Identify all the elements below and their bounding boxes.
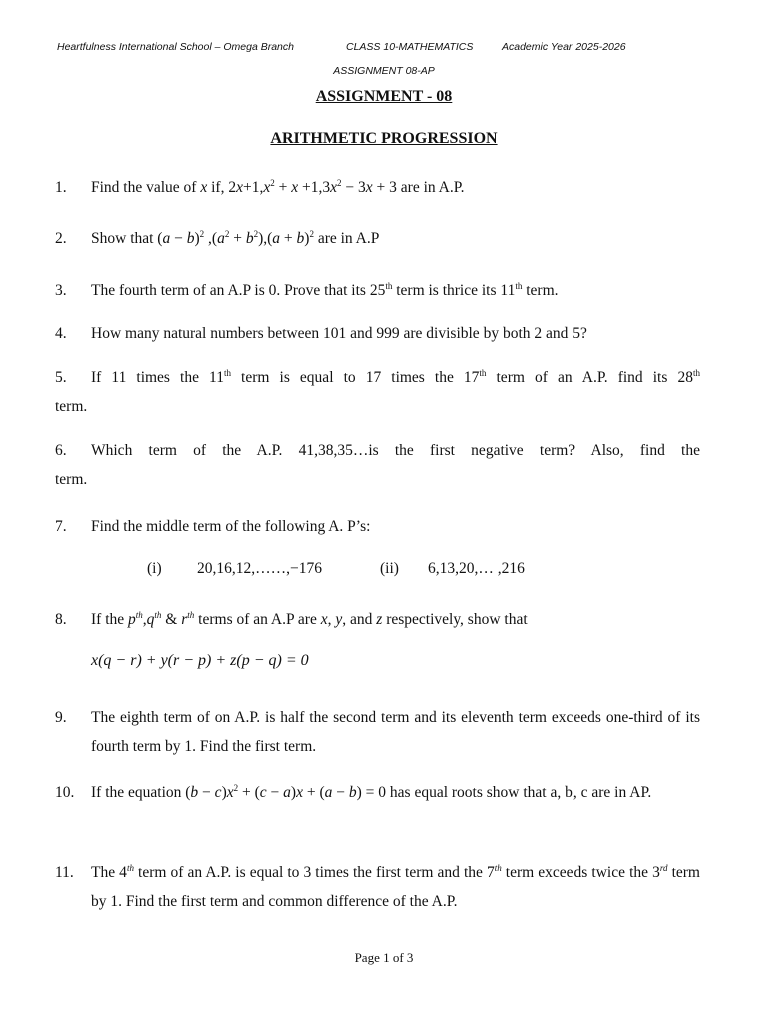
question-text: Find the middle term of the following A. P’s:	[91, 518, 371, 535]
question-1	[55, 173, 700, 202]
school-name: Heartfulness International School – Omega Branch	[57, 41, 294, 53]
question-text: If the $p^{th},q^{th}$ & $r^{th}$ terms of an A.P are x, y, and z respectively, show that	[91, 609, 528, 628]
question-number: 7.	[55, 518, 67, 535]
question-number: 8.	[55, 611, 67, 628]
question-number: 3.	[55, 282, 67, 299]
question-text: If the equation $(b - c)x^2 + (c - a)x + (a - b) = 0$ has equal roots show that a, b, c are in AP.	[91, 782, 652, 801]
question-11	[55, 858, 700, 916]
question-number: 4.	[55, 325, 67, 342]
q8-equation: x(q − r) + y(r − p) + z(p − q) = 0	[91, 652, 309, 669]
question-4	[55, 319, 700, 348]
question-7	[55, 512, 700, 541]
question-number: 6.	[55, 442, 67, 459]
class-label: CLASS 10-MATHEMATICS	[346, 41, 474, 53]
question-number: 10.	[55, 784, 75, 801]
question-text: How many natural numbers between 101 and 999 are divisible by both 2 and 5?	[91, 325, 587, 342]
question-text-cont: term.	[55, 471, 88, 488]
page-title: ASSIGNMENT - 08	[315, 88, 453, 105]
question-number: 9.	[55, 709, 67, 726]
question-text: If 11 times the 11th term is equal to 17 times the 17th term of an A.P. find its 28th	[91, 367, 700, 386]
question-number: 1.	[55, 179, 67, 196]
question-10	[55, 778, 700, 807]
question-8	[55, 605, 700, 634]
page-number: Page 1 of 3	[354, 950, 414, 965]
part-ii-sequence: 6,13,20,… ,216	[428, 560, 525, 577]
part-i-sequence: 20,16,12,……,−176	[197, 560, 322, 577]
part-ii-label: (ii)	[380, 560, 399, 577]
question-9	[55, 703, 700, 761]
question-text-cont: term.	[55, 398, 88, 415]
question-text: The fourth term of an A.P is 0. Prove that its 25th term is thrice its 11th term.	[91, 280, 559, 299]
academic-year: Academic Year 2025-2026	[502, 41, 626, 53]
question-text: The eighth term of on A.P. is half the second term and its eleventh term exceeds one-third of its fourth term by 1. Find the first term.	[91, 709, 700, 755]
question-number: 2.	[55, 230, 67, 247]
question-text: The 4th term of an A.P. is equal to 3 times the first term and the 7th term exceeds twice the 3rd term by 1. Find the first term and common difference of the A.P.	[91, 862, 700, 910]
question-6	[55, 436, 700, 494]
question-text: Which term of the A.P. 41,38,35…is the first negative term? Also, find the	[91, 442, 700, 459]
question-3	[55, 276, 700, 305]
question-5	[55, 363, 700, 421]
question-number: 11.	[55, 864, 74, 881]
question-2	[55, 224, 700, 253]
page-subtitle: ARITHMETIC PROGRESSION	[270, 130, 498, 147]
part-i-label: (i)	[147, 560, 162, 577]
question-text: Show that $(a - b)^2$ $,(a^2 + b^2),(a + b)^2$ are in A.P	[91, 228, 380, 247]
question-text: Find the value of x if, $2x+1,x^2 + x +1,3x^2 - 3x + 3$ are in A.P.	[91, 177, 465, 196]
assignment-code: ASSIGNMENT 08-AP	[333, 65, 435, 77]
question-number: 5.	[55, 369, 67, 386]
